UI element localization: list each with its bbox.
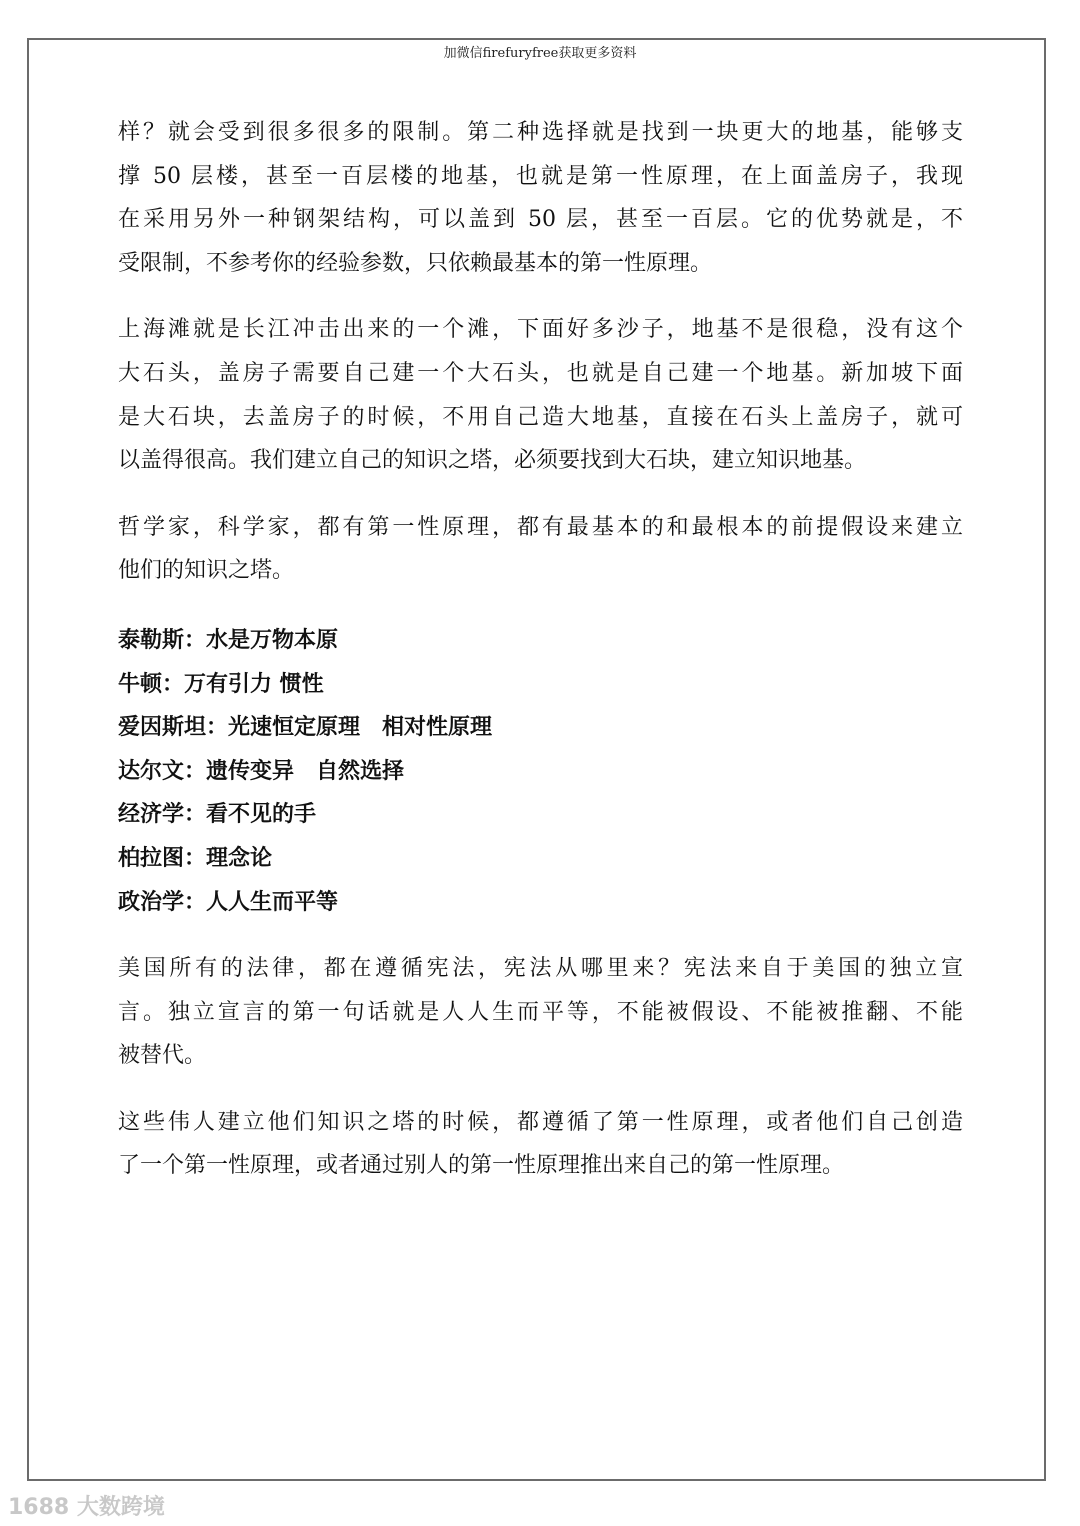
paragraph: [118, 1101, 963, 1188]
list-item: 达尔文：遗传变异 自然选择: [118, 757, 405, 784]
list-item: 经济学：看不见的手: [118, 801, 317, 828]
paragraphs-before: [118, 111, 963, 593]
principles-list: [118, 619, 963, 924]
document-body: [118, 111, 963, 1211]
text-line: 这些伟人建立他们知识之塔的时候，都遵循了第一性原理，或者他们自己创造: [118, 1109, 963, 1135]
text-line: 撑 50 层楼，甚至一百层楼的地基，也就是第一性原理，在上面盖房子，我现: [118, 163, 963, 189]
paragraph: [118, 947, 963, 1078]
text-line: 他们的知识之塔。: [118, 558, 295, 584]
text-line: 了一个第一性原理，或者通过别人的第一性原理推出来自己的第一性原理。: [118, 1153, 845, 1179]
paragraph: [118, 308, 963, 482]
text-line: 受限制，不参考你的经验参数，只依赖最基本的第一性原理。: [118, 250, 713, 276]
watermark-logo: 1688 大数跨境: [8, 1495, 165, 1520]
text-line: 在采用另外一种钢架结构，可以盖到 50 层，甚至一百层。它的优势就是，不: [118, 207, 963, 233]
text-line: 被替代。: [118, 1043, 207, 1069]
text-line: 是大石块，去盖房子的时候，不用自己造大地基，直接在石头上盖房子，就可: [118, 404, 963, 430]
text-line: 上海滩就是长江冲击出来的一个滩，下面好多沙子，地基不是很稳，没有这个: [118, 317, 963, 343]
text-line: 大石头，盖房子需要自己建一个大石头，也就是自己建一个地基。新加坡下面: [118, 360, 963, 386]
list-item: 爱因斯坦：光速恒定原理 相对性原理: [118, 714, 493, 741]
list-item: 牛顿：万有引力 惯性: [118, 670, 324, 697]
paragraph: [118, 506, 963, 593]
text-line: 言。独立宣言的第一句话就是人人生而平等，不能被假设、不能被推翻、不能: [118, 999, 963, 1025]
paragraph: [118, 111, 963, 285]
text-line: 美国所有的法律，都在遵循宪法，宪法从哪里来？宪法来自于美国的独立宣: [118, 956, 963, 982]
text-line: 哲学家，科学家，都有第一性原理，都有最基本的和最根本的前提假设来建立: [118, 514, 963, 540]
list-item: 柏拉图：理念论: [118, 844, 273, 871]
paragraphs-after: [118, 947, 963, 1188]
page-header: 加微信firefuryfree获取更多资料: [443, 46, 637, 61]
list-item: 政治学：人人生而平等: [118, 888, 339, 915]
list-item: 泰勒斯：水是万物本原: [118, 626, 339, 653]
text-line: 样？就会受到很多很多的限制。第二种选择就是找到一块更大的地基，能够支: [118, 120, 963, 145]
text-line: 以盖得很高。我们建立自己的知识之塔，必须要找到大石块，建立知识地基。: [118, 448, 867, 474]
